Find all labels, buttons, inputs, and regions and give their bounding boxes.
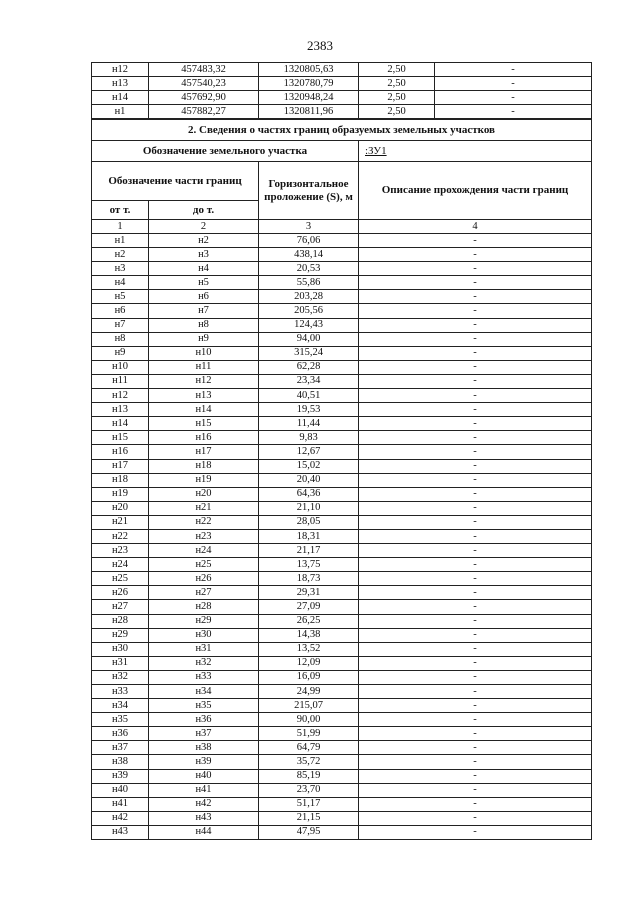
table-row: [92, 713, 592, 727]
table-row: [92, 360, 592, 374]
horizontal-header: Горизонтальное проложение (S), м: [259, 162, 359, 220]
table-row: [92, 445, 592, 459]
to-point-cell: н14: [149, 403, 259, 417]
description-cell: -: [359, 276, 592, 290]
to-point-cell: н18: [149, 459, 259, 473]
accuracy-cell: 2,50: [359, 77, 435, 91]
horizontal-distance-cell: 23,34: [259, 374, 359, 388]
description-cell: -: [359, 529, 592, 543]
to-point-cell: н5: [149, 276, 259, 290]
y-cell: 1320805,63: [259, 63, 359, 77]
from-point-cell: н1: [92, 234, 149, 248]
table-row: [92, 529, 592, 543]
from-point-cell: н15: [92, 431, 149, 445]
to-point-cell: н36: [149, 713, 259, 727]
part-designation-header: Обозначение части границ: [92, 162, 259, 201]
description-cell: -: [359, 501, 592, 515]
from-point-cell: н32: [92, 670, 149, 684]
horizontal-distance-cell: 21,15: [259, 811, 359, 825]
table-row: [92, 544, 592, 558]
from-point-cell: н18: [92, 473, 149, 487]
description-cell: -: [359, 600, 592, 614]
to-point-cell: н3: [149, 248, 259, 262]
section-title: 2. Сведения о частях границ образуемых земельных участков: [92, 120, 592, 141]
description-cell: -: [359, 783, 592, 797]
description-cell: -: [359, 487, 592, 501]
to-point-cell: н38: [149, 741, 259, 755]
description-cell: -: [359, 727, 592, 741]
description-cell: -: [359, 473, 592, 487]
table-row: [92, 572, 592, 586]
horizontal-distance-cell: 12,67: [259, 445, 359, 459]
description-cell: -: [359, 389, 592, 403]
accuracy-cell: 2,50: [359, 91, 435, 105]
from-point-cell: н36: [92, 727, 149, 741]
table-row: [92, 699, 592, 713]
from-point-cell: н4: [92, 276, 149, 290]
from-point-cell: н25: [92, 572, 149, 586]
to-point-cell: н25: [149, 558, 259, 572]
to-point-cell: н40: [149, 769, 259, 783]
to-point-cell: н10: [149, 346, 259, 360]
to-point-cell: н6: [149, 290, 259, 304]
description-cell: -: [359, 304, 592, 318]
horizontal-distance-cell: 35,72: [259, 755, 359, 769]
from-point-cell: н22: [92, 529, 149, 543]
to-point-cell: н33: [149, 670, 259, 684]
to-point-cell: н39: [149, 755, 259, 769]
col-index: 3: [259, 220, 359, 234]
table-row: [92, 417, 592, 431]
to-point-cell: н8: [149, 318, 259, 332]
description-cell: -: [359, 515, 592, 529]
accuracy-cell: 2,50: [359, 63, 435, 77]
description-cell: -: [359, 614, 592, 628]
table-row: [92, 234, 592, 248]
table-row: [92, 105, 592, 119]
description-cell: -: [359, 544, 592, 558]
description-cell: -: [435, 77, 592, 91]
from-point-cell: н27: [92, 600, 149, 614]
y-cell: 1320948,24: [259, 91, 359, 105]
to-point-cell: н29: [149, 614, 259, 628]
to-point-cell: н17: [149, 445, 259, 459]
col-index: 2: [149, 220, 259, 234]
horizontal-distance-cell: 203,28: [259, 290, 359, 304]
description-cell: -: [359, 346, 592, 360]
to-point-cell: н7: [149, 304, 259, 318]
table-row: [92, 77, 592, 91]
horizontal-distance-cell: 18,73: [259, 572, 359, 586]
x-cell: 457692,90: [149, 91, 259, 105]
description-header: Описание прохождения части границ: [359, 162, 592, 220]
col-index: 4: [359, 220, 592, 234]
x-cell: 457882,27: [149, 105, 259, 119]
to-point-cell: н16: [149, 431, 259, 445]
table-row: [92, 262, 592, 276]
horizontal-distance-cell: 24,99: [259, 685, 359, 699]
description-cell: -: [359, 797, 592, 811]
horizontal-distance-cell: 40,51: [259, 389, 359, 403]
to-point-cell: н37: [149, 727, 259, 741]
description-cell: -: [359, 248, 592, 262]
table-row: [92, 304, 592, 318]
horizontal-distance-cell: 62,28: [259, 360, 359, 374]
table-row: [92, 346, 592, 360]
horizontal-distance-cell: 94,00: [259, 332, 359, 346]
table-row: [92, 63, 592, 77]
from-point-cell: н23: [92, 544, 149, 558]
to-point-cell: н22: [149, 515, 259, 529]
coordinates-table: [91, 62, 592, 119]
y-cell: 1320811,96: [259, 105, 359, 119]
horizontal-distance-cell: 64,36: [259, 487, 359, 501]
y-cell: 1320780,79: [259, 77, 359, 91]
from-point-cell: н35: [92, 713, 149, 727]
table-row: [92, 403, 592, 417]
from-point-cell: н28: [92, 614, 149, 628]
x-cell: 457540,23: [149, 77, 259, 91]
table-row: [92, 797, 592, 811]
horizontal-distance-cell: 14,38: [259, 628, 359, 642]
description-cell: -: [359, 628, 592, 642]
description-cell: -: [359, 825, 592, 839]
horizontal-distance-cell: 16,09: [259, 670, 359, 684]
table-row: [92, 586, 592, 600]
from-point-cell: н41: [92, 797, 149, 811]
horizontal-distance-cell: 90,00: [259, 713, 359, 727]
description-cell: -: [359, 558, 592, 572]
horizontal-distance-cell: 20,53: [259, 262, 359, 276]
to-point-cell: н9: [149, 332, 259, 346]
table-row: [92, 290, 592, 304]
table-row: [92, 628, 592, 642]
description-cell: -: [359, 374, 592, 388]
from-point-cell: н3: [92, 262, 149, 276]
table-row: [92, 656, 592, 670]
from-point-cell: н10: [92, 360, 149, 374]
horizontal-distance-cell: 27,09: [259, 600, 359, 614]
from-point-cell: н37: [92, 741, 149, 755]
horizontal-distance-cell: 438,14: [259, 248, 359, 262]
parcel-id: :ЗУ1: [359, 141, 592, 162]
table-row: [92, 642, 592, 656]
horizontal-distance-cell: 19,53: [259, 403, 359, 417]
table-row: [92, 727, 592, 741]
horizontal-distance-cell: 47,95: [259, 825, 359, 839]
to-point-cell: н44: [149, 825, 259, 839]
table-row: [92, 741, 592, 755]
description-cell: -: [359, 699, 592, 713]
from-point-cell: н29: [92, 628, 149, 642]
from-point-cell: н13: [92, 403, 149, 417]
description-cell: -: [435, 105, 592, 119]
to-point-cell: н11: [149, 360, 259, 374]
horizontal-distance-cell: 23,70: [259, 783, 359, 797]
description-cell: -: [359, 586, 592, 600]
description-cell: -: [359, 445, 592, 459]
from-point-cell: н11: [92, 374, 149, 388]
table-row: [92, 318, 592, 332]
table-row: [92, 431, 592, 445]
from-point-cell: н8: [92, 332, 149, 346]
table-row: [92, 600, 592, 614]
to-point-cell: н21: [149, 501, 259, 515]
description-cell: -: [359, 431, 592, 445]
to-point-cell: н24: [149, 544, 259, 558]
horizontal-distance-cell: 51,17: [259, 797, 359, 811]
to-point-cell: н2: [149, 234, 259, 248]
description-cell: -: [359, 755, 592, 769]
horizontal-distance-cell: 124,43: [259, 318, 359, 332]
to-point-cell: н27: [149, 586, 259, 600]
to-header: до т.: [149, 201, 259, 220]
description-cell: -: [359, 685, 592, 699]
description-cell: -: [359, 811, 592, 825]
horizontal-distance-cell: 18,31: [259, 529, 359, 543]
to-point-cell: н35: [149, 699, 259, 713]
from-point-cell: н42: [92, 811, 149, 825]
description-cell: -: [359, 670, 592, 684]
table-row: [92, 614, 592, 628]
horizontal-distance-cell: 205,56: [259, 304, 359, 318]
point-cell: н1: [92, 105, 149, 119]
table-row: [92, 473, 592, 487]
from-point-cell: н30: [92, 642, 149, 656]
from-point-cell: н43: [92, 825, 149, 839]
table-row: [92, 487, 592, 501]
horizontal-distance-cell: 20,40: [259, 473, 359, 487]
description-cell: -: [359, 642, 592, 656]
horizontal-distance-cell: 51,99: [259, 727, 359, 741]
description-cell: -: [359, 769, 592, 783]
table-row: [92, 459, 592, 473]
horizontal-distance-cell: 21,10: [259, 501, 359, 515]
boundary-parts-table: [91, 119, 592, 840]
table-row: [92, 769, 592, 783]
from-point-cell: н9: [92, 346, 149, 360]
to-point-cell: н31: [149, 642, 259, 656]
description-cell: -: [359, 572, 592, 586]
table-row: [92, 91, 592, 105]
to-point-cell: н20: [149, 487, 259, 501]
description-cell: -: [359, 360, 592, 374]
description-cell: -: [435, 63, 592, 77]
from-point-cell: н14: [92, 417, 149, 431]
from-point-cell: н21: [92, 515, 149, 529]
from-point-cell: н34: [92, 699, 149, 713]
description-cell: -: [359, 713, 592, 727]
table-row: [92, 374, 592, 388]
description-cell: -: [359, 318, 592, 332]
from-point-cell: н16: [92, 445, 149, 459]
to-point-cell: н19: [149, 473, 259, 487]
from-point-cell: н19: [92, 487, 149, 501]
to-point-cell: н34: [149, 685, 259, 699]
to-point-cell: н23: [149, 529, 259, 543]
table-row: [92, 248, 592, 262]
page-number: 2383: [307, 38, 333, 53]
table-row: [92, 825, 592, 839]
to-point-cell: н15: [149, 417, 259, 431]
to-point-cell: н4: [149, 262, 259, 276]
table-row: [92, 755, 592, 769]
description-cell: -: [359, 262, 592, 276]
from-point-cell: н40: [92, 783, 149, 797]
to-point-cell: н13: [149, 389, 259, 403]
point-cell: н13: [92, 77, 149, 91]
horizontal-distance-cell: 29,31: [259, 586, 359, 600]
table-row: [92, 811, 592, 825]
from-point-cell: н7: [92, 318, 149, 332]
table-row: [92, 389, 592, 403]
from-point-cell: н33: [92, 685, 149, 699]
from-point-cell: н26: [92, 586, 149, 600]
horizontal-distance-cell: 55,86: [259, 276, 359, 290]
description-cell: -: [359, 403, 592, 417]
table-row: [92, 558, 592, 572]
to-point-cell: н30: [149, 628, 259, 642]
to-point-cell: н43: [149, 811, 259, 825]
description-cell: -: [359, 459, 592, 473]
to-point-cell: н41: [149, 783, 259, 797]
horizontal-distance-cell: 15,02: [259, 459, 359, 473]
description-cell: -: [359, 417, 592, 431]
table-row: [92, 783, 592, 797]
to-point-cell: н12: [149, 374, 259, 388]
description-cell: -: [435, 91, 592, 105]
horizontal-distance-cell: 28,05: [259, 515, 359, 529]
horizontal-distance-cell: 85,19: [259, 769, 359, 783]
from-point-cell: н38: [92, 755, 149, 769]
from-point-cell: н6: [92, 304, 149, 318]
table-row: [92, 685, 592, 699]
description-cell: -: [359, 741, 592, 755]
point-cell: н14: [92, 91, 149, 105]
description-cell: -: [359, 234, 592, 248]
horizontal-distance-cell: 215,07: [259, 699, 359, 713]
table-row: [92, 670, 592, 684]
horizontal-distance-cell: 13,52: [259, 642, 359, 656]
description-cell: -: [359, 332, 592, 346]
description-cell: -: [359, 656, 592, 670]
horizontal-distance-cell: 64,79: [259, 741, 359, 755]
horizontal-distance-cell: 13,75: [259, 558, 359, 572]
from-point-cell: н12: [92, 389, 149, 403]
horizontal-distance-cell: 11,44: [259, 417, 359, 431]
from-point-cell: н2: [92, 248, 149, 262]
from-point-cell: н20: [92, 501, 149, 515]
accuracy-cell: 2,50: [359, 105, 435, 119]
horizontal-distance-cell: 9,83: [259, 431, 359, 445]
from-header: от т.: [92, 201, 149, 220]
horizontal-distance-cell: 12,09: [259, 656, 359, 670]
table-row: [92, 332, 592, 346]
parcel-label: Обозначение земельного участка: [92, 141, 359, 162]
horizontal-distance-cell: 26,25: [259, 614, 359, 628]
from-point-cell: н39: [92, 769, 149, 783]
table-row: [92, 501, 592, 515]
to-point-cell: н42: [149, 797, 259, 811]
x-cell: 457483,32: [149, 63, 259, 77]
to-point-cell: н32: [149, 656, 259, 670]
from-point-cell: н5: [92, 290, 149, 304]
table-row: [92, 515, 592, 529]
table-row: [92, 276, 592, 290]
horizontal-distance-cell: 21,17: [259, 544, 359, 558]
from-point-cell: н31: [92, 656, 149, 670]
from-point-cell: н24: [92, 558, 149, 572]
col-index: 1: [92, 220, 149, 234]
to-point-cell: н28: [149, 600, 259, 614]
to-point-cell: н26: [149, 572, 259, 586]
from-point-cell: н17: [92, 459, 149, 473]
description-cell: -: [359, 290, 592, 304]
horizontal-distance-cell: 76,06: [259, 234, 359, 248]
horizontal-distance-cell: 315,24: [259, 346, 359, 360]
point-cell: н12: [92, 63, 149, 77]
